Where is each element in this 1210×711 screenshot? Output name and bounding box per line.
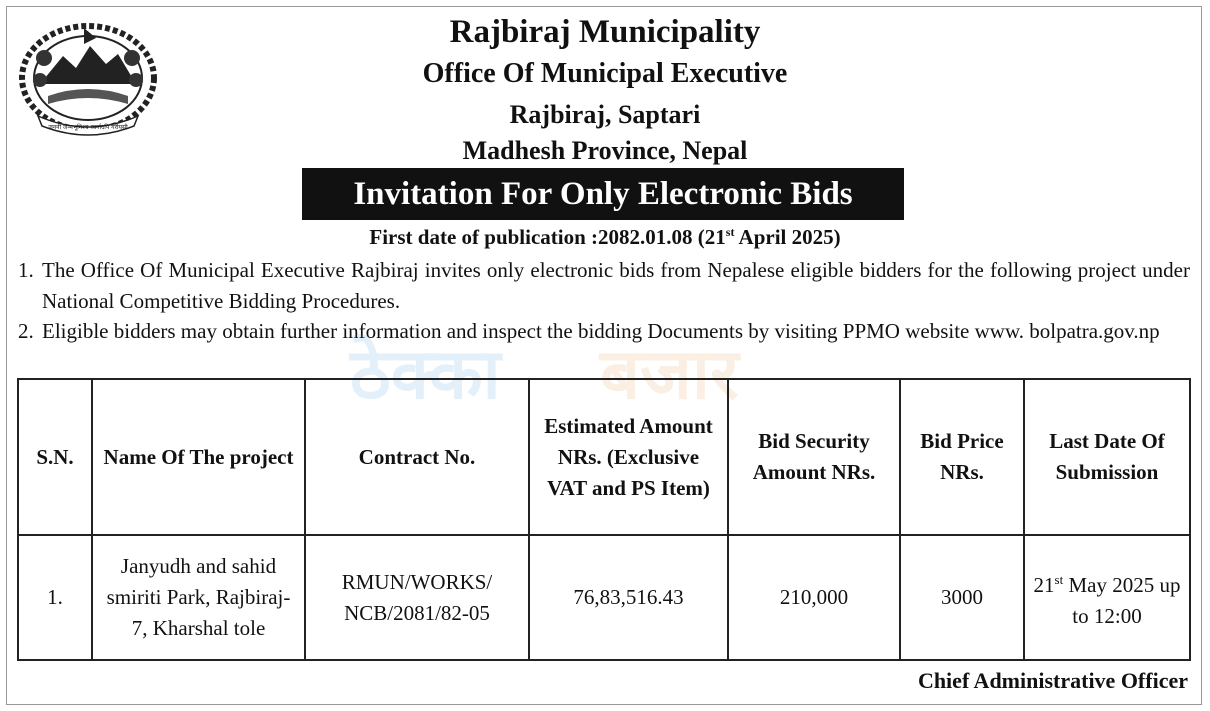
header-last-date: Last Date Of Submission xyxy=(1024,379,1190,535)
header-bid-price: Bid Price NRs. xyxy=(900,379,1024,535)
signatory-title: Chief Administrative Officer xyxy=(917,668,1188,693)
cell-estimated-amount: 76,83,516.43 xyxy=(529,535,728,660)
notice-title-banner: Invitation For Only Electronic Bids xyxy=(302,168,904,220)
svg-text:ठेक्का: ठेक्का xyxy=(350,334,501,414)
header-contract-no: Contract No. xyxy=(305,379,529,535)
paragraph-text: Eligible bidders may obtain further information and inspect the bidding Documents by visiting PPMO website www. bolpatra.gov.np xyxy=(42,319,1160,343)
cell-contract-no: RMUN/WORKS/ NCB/2081/82-05 xyxy=(305,535,529,660)
header-estimated-amount: Estimated Amount NRs. (Exclusive VAT and PS Item) xyxy=(529,379,728,535)
svg-text:बजार: बजार xyxy=(600,334,739,414)
office-name: Office Of Municipal Executive xyxy=(422,58,788,89)
header-sn: S.N. xyxy=(18,379,92,535)
table-row xyxy=(18,535,1190,660)
municipality-name: Rajbiraj Municipality xyxy=(449,14,761,50)
bid-table xyxy=(17,378,1191,661)
paragraph-number: 1. xyxy=(18,258,34,282)
emblem-motto: जननी जन्मभूमिश्च स्वर्गादपि गरीयसी xyxy=(48,124,128,131)
paragraph-number: 2. xyxy=(18,319,34,343)
cell-sn: 1. xyxy=(18,535,92,660)
table-header-row xyxy=(18,379,1190,535)
cell-bid-price: 3000 xyxy=(900,535,1024,660)
province-name: Madhesh Province, Nepal xyxy=(462,136,748,165)
paragraph-2 xyxy=(18,316,1190,347)
publication-date: First date of publication :2082.01.08 (21st April 2025) xyxy=(369,225,841,249)
paragraph-1 xyxy=(18,255,1190,317)
cell-last-date: 21st May 2025 up to 12:00 xyxy=(1024,535,1190,660)
office-location: Rajbiraj, Saptari xyxy=(509,100,701,129)
paragraph-text: The Office Of Municipal Executive Rajbiraj invites only electronic bids from Nepalese eligible bidders for the following project under National Competitive Bidding Procedures. xyxy=(42,258,1190,313)
header-project-name: Name Of The project xyxy=(92,379,305,535)
cell-project-name: Janyudh and sahid smiriti Park, Rajbiraj-7, Kharshal tole xyxy=(92,535,305,660)
header-bid-security: Bid Security Amount NRs. xyxy=(728,379,900,535)
cell-bid-security: 210,000 xyxy=(728,535,900,660)
